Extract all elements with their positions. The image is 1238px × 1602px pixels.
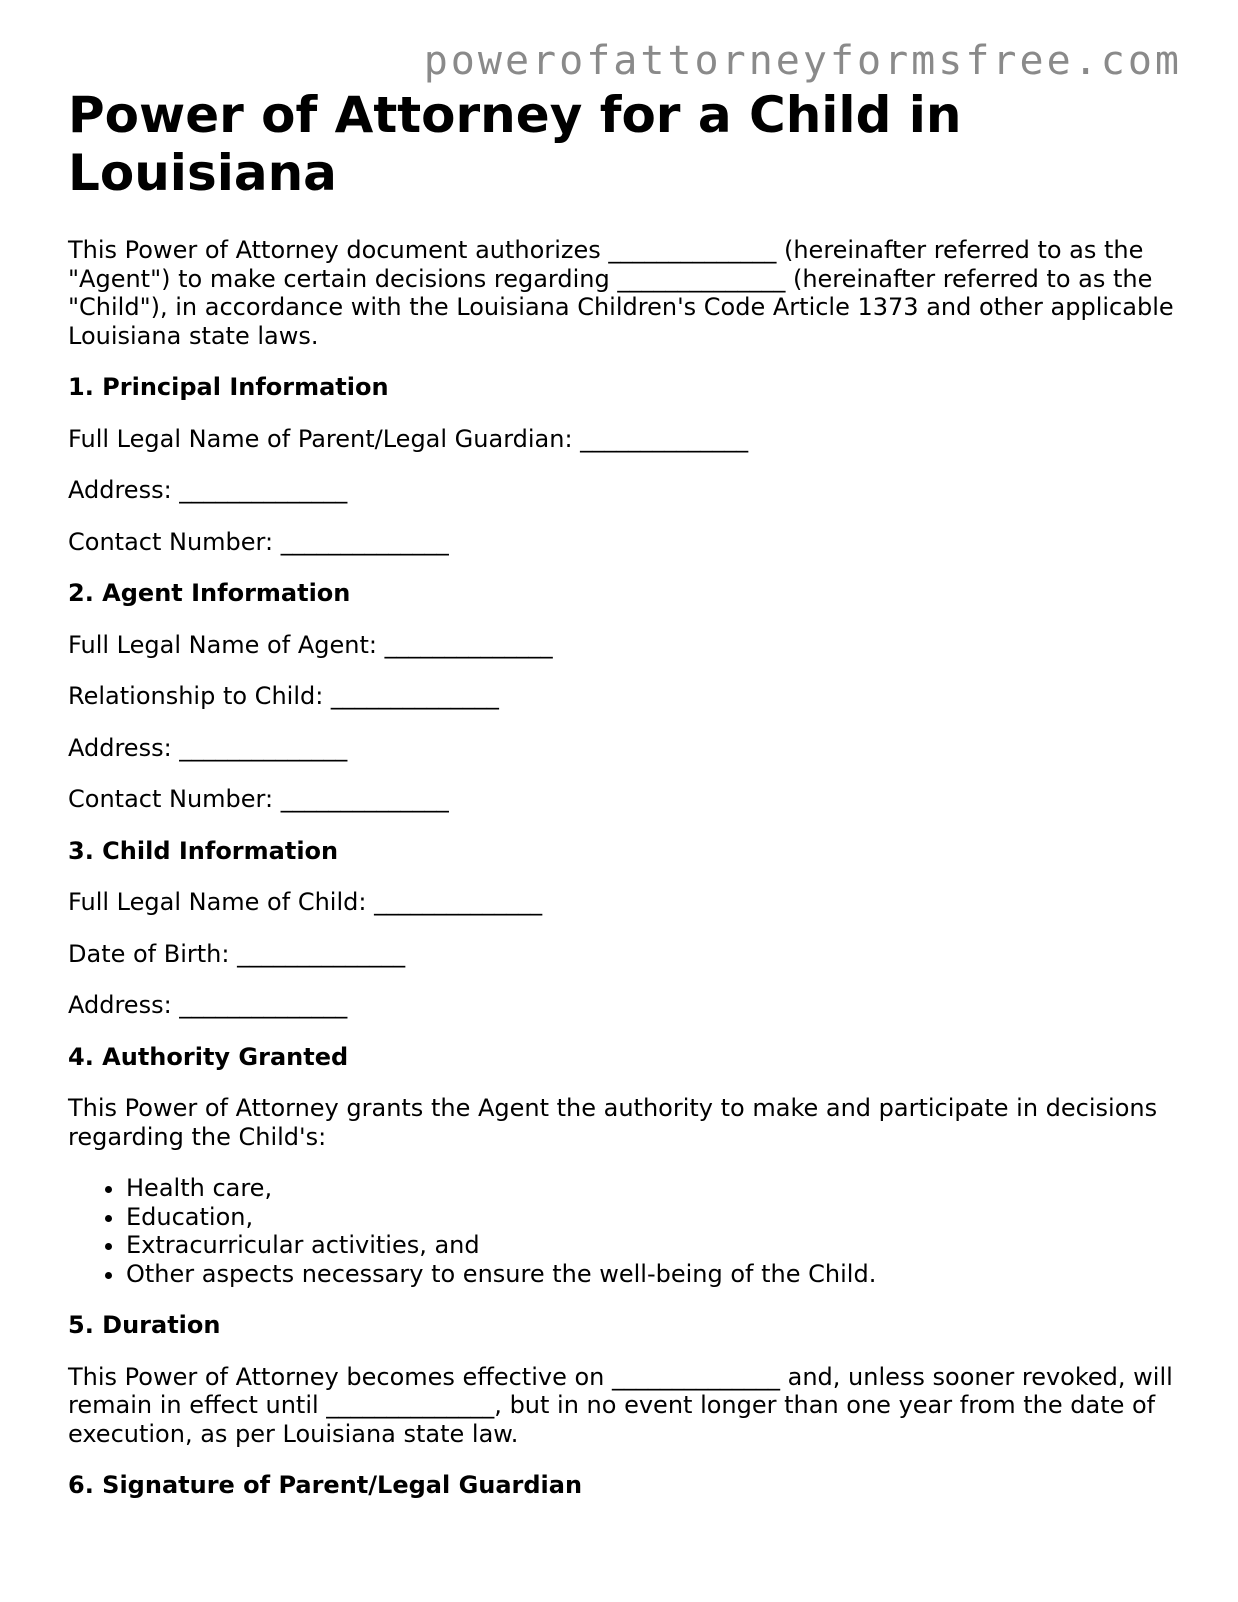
field-agent-address: Address: ______________ <box>68 733 348 762</box>
section-heading-signature: 6. Signature of Parent/Legal Guardian <box>68 1471 583 1499</box>
field-child-address: Address: ______________ <box>68 991 348 1019</box>
field-agent-name: Full Legal Name of Agent: ______________ <box>68 630 553 659</box>
section-heading-principal: 1. Principal Information <box>68 373 389 401</box>
list-item: • Extracurricular activities, and <box>126 1231 1178 1260</box>
field-parent-contact: Contact Number: ______________ <box>68 527 449 556</box>
list-item: • Health care, <box>126 1174 1178 1203</box>
section-heading-authority: 4. Authority Granted <box>68 1042 349 1071</box>
authority-paragraph: This Power of Attorney grants the Agent the authority to make and participate in decisions regarding the Child's: <box>68 1094 1158 1151</box>
watermark: powerofattorneyformsfree.com <box>423 38 1182 84</box>
section-heading-agent: 2. Agent Information <box>68 579 351 607</box>
field-agent-relationship: Relationship to Child: ______________ <box>68 682 499 710</box>
section-heading-duration: 5. Duration <box>68 1311 221 1339</box>
document-title: Power of Attorney for a Child in Louisiana <box>68 86 962 202</box>
list-item: • Education, <box>126 1203 1178 1232</box>
field-child-dob: Date of Birth: ______________ <box>68 939 406 968</box>
duration-paragraph: This Power of Attorney becomes effective on ______________ and, unless sooner revoked, will remain in effect until ______________, but in no event longer than one year from the date of execution, as per Louisiana state law. <box>68 1362 1173 1448</box>
authority-list <box>68 1174 1178 1288</box>
intro-paragraph: This Power of Attorney document authorizes ______________ (hereinafter referred to as the "Agent") to make certain decisions regarding ______________ (hereinafter referred to as the "Child"), in accordance with the Louisiana Children's Code Article 1373 and other applicable Louisiana state laws. <box>68 236 1174 350</box>
section-heading-child: 3. Child Information <box>68 836 339 865</box>
list-item: • Other aspects necessary to ensure the well-being of the Child. <box>126 1260 1178 1289</box>
field-parent-name: Full Legal Name of Parent/Legal Guardian: ______________ <box>68 424 749 453</box>
document-body <box>68 86 1178 1500</box>
field-parent-address: Address: ______________ <box>68 476 348 504</box>
field-child-name: Full Legal Name of Child: ______________ <box>68 888 543 916</box>
field-agent-contact: Contact Number: ______________ <box>68 785 449 813</box>
